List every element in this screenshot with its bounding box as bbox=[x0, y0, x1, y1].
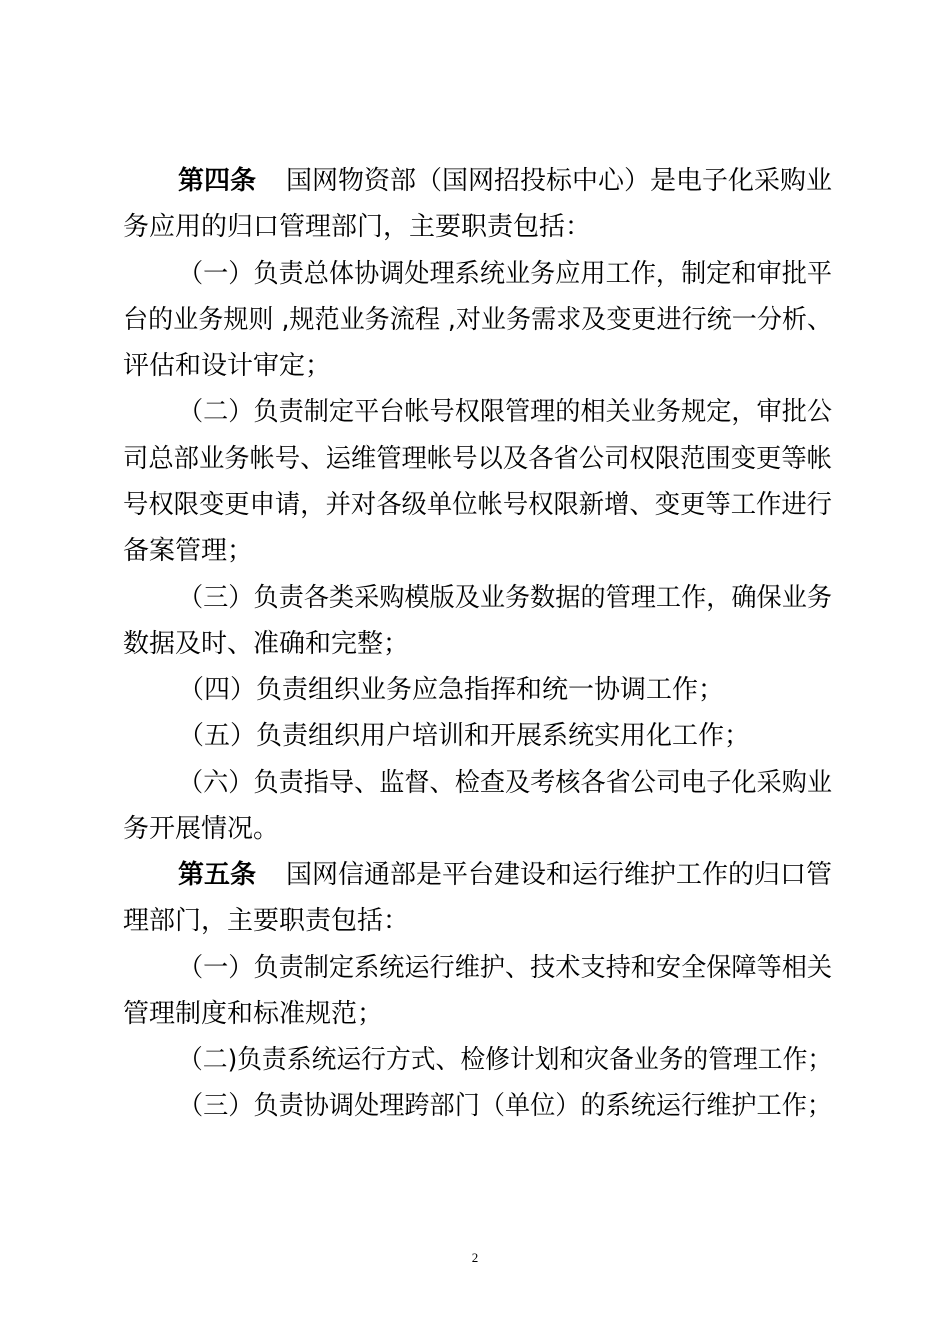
article4-item-line: 备案管理； bbox=[123, 536, 254, 566]
article5-item-line: （一）负责制定系统运行维护、技术支持和安全保障等相关 bbox=[178, 953, 833, 983]
article5-first-line bbox=[178, 857, 832, 893]
article4-item-line: 司总部业务帐号、运维管理帐号以及各省公司权限范围变更等帐 bbox=[123, 444, 833, 474]
article4-item-line: 数据及时、准确和完整； bbox=[123, 629, 410, 659]
article4-intro-line: 国网物资部（国网招投标中心）是电子化采购业 bbox=[286, 166, 833, 196]
article4-first-line bbox=[178, 163, 832, 199]
page-number: 2 bbox=[471, 1250, 479, 1265]
article5-intro-line: 理部门，主要职责包括： bbox=[123, 906, 410, 936]
article5-item-line: 管理制度和标准规范； bbox=[123, 999, 384, 1029]
article4-item-line: 号权限变更申请，并对各级单位帐号权限新增、变更等工作进行 bbox=[123, 490, 833, 520]
article4-item-line: （四）负责组织业务应急指挥和统一协调工作； bbox=[178, 675, 725, 705]
article4-heading: 第四条 bbox=[178, 166, 257, 196]
article4-item-line: 台的业务规则 ,规范业务流程 ,对业务需求及变更进行统一分析、 bbox=[123, 305, 833, 335]
article5-item-line: （三）负责协调处理跨部门（单位）的系统运行维护工作； bbox=[178, 1091, 833, 1121]
article4-item-line: （二）负责制定平台帐号权限管理的相关业务规定，审批公 bbox=[178, 397, 833, 427]
article5-heading: 第五条 bbox=[178, 860, 257, 890]
article4-item-line: （五）负责组织用户培训和开展系统实用化工作； bbox=[178, 721, 751, 751]
article4-item-line: （一）负责总体协调处理系统业务应用工作，制定和审批平 bbox=[178, 259, 833, 289]
article5-intro-line: 国网信通部是平台建设和运行维护工作的归口管 bbox=[286, 860, 833, 890]
article4-item-line: 评估和设计审定； bbox=[123, 351, 332, 381]
article4-intro-line: 务应用的归口管理部门，主要职责包括： bbox=[123, 212, 592, 242]
article4-item-line: （六）负责指导、监督、检查及考核各省公司电子化采购业 bbox=[178, 768, 833, 798]
article4-item-line: 务开展情况。 bbox=[123, 814, 280, 844]
article5-item-line: （二)负责系统运行方式、检修计划和灾备业务的管理工作； bbox=[178, 1045, 833, 1075]
article4-item-line: （三）负责各类采购模版及业务数据的管理工作，确保业务 bbox=[178, 583, 833, 613]
